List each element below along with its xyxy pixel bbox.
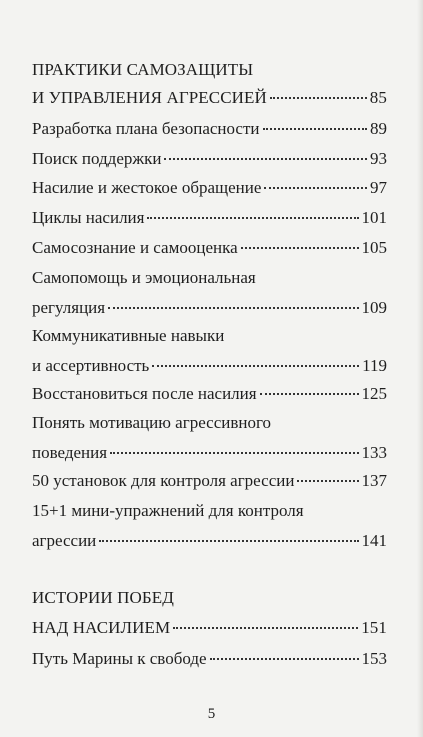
entry-title: Путь Марины к свободе <box>32 649 207 668</box>
section-heading-victory-stories[interactable] <box>32 588 387 638</box>
toc-entry-safety-plan[interactable] <box>32 119 387 139</box>
page-edge <box>417 0 423 737</box>
section-heading-self-defense[interactable] <box>32 60 387 108</box>
toc-entry-mini-exercises[interactable] <box>32 501 387 551</box>
page-number: 119 <box>362 356 387 375</box>
toc-entry-support[interactable] <box>32 149 387 169</box>
dot-leader <box>260 393 359 395</box>
entry-title: Насилие и жестокое обращение <box>32 178 262 197</box>
page-number: 133 <box>361 443 387 462</box>
dot-leader <box>173 627 358 629</box>
toc-entry-self-help[interactable] <box>32 268 387 318</box>
dot-leader <box>241 247 359 249</box>
entry-title: Восстановиться после насилия <box>32 384 257 403</box>
dot-leader <box>164 158 367 160</box>
dot-leader <box>99 540 358 542</box>
entry-title: 50 установок для контроля агрессии <box>32 471 295 490</box>
toc-entry-violence-abuse[interactable] <box>32 178 387 198</box>
toc-entry-50-attitudes[interactable] <box>32 471 387 491</box>
page-number: 97 <box>370 178 387 197</box>
section-heading-line1: ИСТОРИИ ПОБЕД <box>32 588 174 607</box>
dot-leader <box>152 365 359 367</box>
section-heading-line1: ПРАКТИКИ САМОЗАЩИТЫ <box>32 60 254 79</box>
entry-title-line1: 15+1 мини-упражнений для контроля <box>32 501 304 520</box>
page-number: 105 <box>361 238 387 257</box>
page-number: 153 <box>361 649 387 668</box>
page-number: 85 <box>369 88 387 107</box>
entry-title: Самосознание и самооценка <box>32 238 238 257</box>
entry-title: регуляция <box>32 298 106 317</box>
entry-title: Поиск поддержки <box>32 149 162 168</box>
page-number: 141 <box>361 531 387 550</box>
entry-title: агрессии <box>32 531 97 550</box>
dot-leader <box>297 480 358 482</box>
entry-title-line1: Самопомощь и эмоциональная <box>32 268 256 287</box>
page-number: 125 <box>361 384 387 403</box>
toc-entry-communication[interactable] <box>32 326 387 376</box>
toc-entry-motivation[interactable] <box>32 413 387 463</box>
dot-leader <box>270 97 367 99</box>
dot-leader <box>110 452 358 454</box>
toc-entry-self-awareness[interactable] <box>32 238 387 258</box>
page-number: 137 <box>361 471 387 490</box>
section-heading-line2: И УПРАВЛЕНИЯ АГРЕССИЕЙ <box>32 88 267 107</box>
toc-entry-violence-cycles[interactable] <box>32 208 387 228</box>
entry-title-line1: Понять мотивацию агрессивного <box>32 413 272 432</box>
entry-title: и ассертивность <box>32 356 150 375</box>
entry-title-line1: Коммуникативные навыки <box>32 326 225 345</box>
page-number: 89 <box>370 119 387 138</box>
page-number: 151 <box>361 618 387 637</box>
page-number: 109 <box>361 298 387 317</box>
entry-title: поведения <box>32 443 108 462</box>
dot-leader <box>263 128 367 130</box>
page-number: 93 <box>370 149 387 168</box>
dot-leader <box>264 187 367 189</box>
dot-leader <box>147 217 358 219</box>
toc-entry-recovery[interactable] <box>32 384 387 404</box>
page-number: 101 <box>361 208 387 227</box>
dot-leader <box>108 307 358 309</box>
entry-title: Разработка плана безопасности <box>32 119 260 138</box>
dot-leader <box>210 658 359 660</box>
entry-title: Циклы насилия <box>32 208 145 227</box>
toc-entry-marina-path[interactable] <box>32 649 387 669</box>
page-folio-number: 5 <box>207 706 216 722</box>
section-heading-line2: НАД НАСИЛИЕМ <box>32 618 171 637</box>
